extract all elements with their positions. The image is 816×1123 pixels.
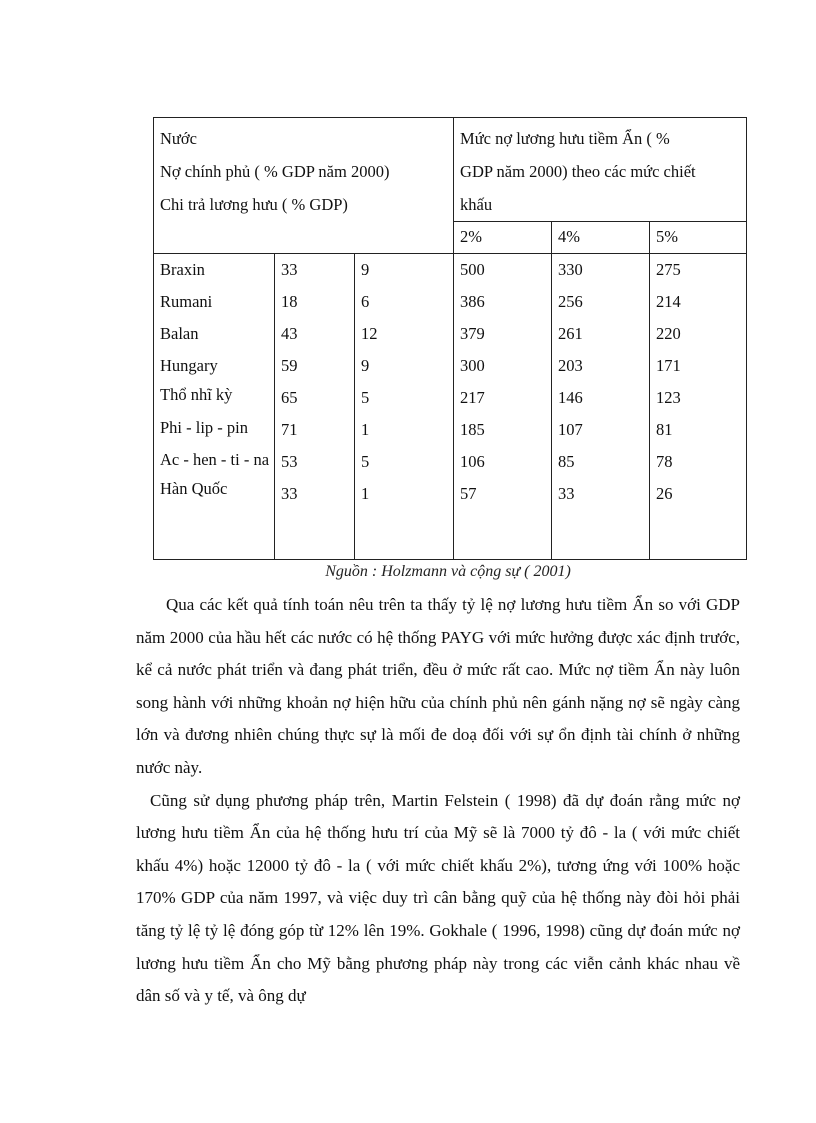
liability-2-value: 185 <box>460 420 485 439</box>
gov-debt-value: 33 <box>281 484 298 503</box>
pension-spending-column <box>355 254 454 560</box>
country-name: Hàn Quốc <box>160 479 228 498</box>
liability-2-value: 217 <box>460 388 485 407</box>
gov-debt-column <box>275 254 355 560</box>
country-name: Thổ nhĩ kỳ <box>160 385 233 404</box>
paragraph-2: Cũng sử dụng phương pháp trên, Martin Felstein ( 1998) đã dự đoán rằng mức nợ lương hưu tiềm Ẩn của hệ thống hưu trí của Mỹ sẽ là 7000 tỷ đô - la ( với mức chiết khấu 4%) hoặc 12000 tỷ đô - la ( với mức chiết khấu 2%), tương ứng với 100% hoặc 170% GDP của năm 1997, và việc duy trì cân bằng quỹ của hệ thống này đòi hỏi phải tăng tỷ lệ tỷ lệ đóng góp từ 12% lên 19%. Gokhale ( 1996, 1998) cũng dự đoán mức nợ lương hưu tiềm Ẩn cho Mỹ bằng phương pháp này trong các viễn cảnh khác nhau về dân số và y tế, và ông dự <box>136 790 740 1006</box>
pension-liability-table <box>153 117 747 560</box>
liability-5-value: 123 <box>656 388 681 407</box>
liability-4-value: 256 <box>558 292 583 311</box>
body-text <box>136 589 740 1013</box>
liability-5-value: 220 <box>656 324 681 343</box>
header-right-cell: Mức nợ lương hưu tiềm Ẩn ( % GDP năm 2000) theo các mức chiết khấu <box>454 118 747 222</box>
liability-2-value: 57 <box>460 484 477 503</box>
pension-spending-value: 12 <box>361 324 378 343</box>
header-country: Nước <box>160 129 197 148</box>
discount-rate-2: 2% <box>454 222 552 254</box>
pension-spending-value: 5 <box>361 452 370 471</box>
liability-4-value: 33 <box>558 484 575 503</box>
gov-debt-value: 65 <box>281 388 298 407</box>
liability-2-column <box>454 254 552 560</box>
country-name: Braxin <box>160 260 205 279</box>
gov-debt-value: 43 <box>281 324 298 343</box>
gov-debt-value: 18 <box>281 292 298 311</box>
header-pension-spending: Chi trả lương hưu ( % GDP) <box>160 195 348 214</box>
gov-debt-value: 53 <box>281 452 298 471</box>
liability-4-value: 107 <box>558 420 583 439</box>
country-column <box>154 254 275 560</box>
liability-4-value: 203 <box>558 356 583 375</box>
liability-5-value: 81 <box>656 420 673 439</box>
liability-4-value: 85 <box>558 452 575 471</box>
gov-debt-value: 33 <box>281 260 298 279</box>
liability-2-value: 106 <box>460 452 485 471</box>
country-name: Hungary <box>160 356 218 375</box>
pension-spending-value: 1 <box>361 484 370 503</box>
liability-4-value: 261 <box>558 324 583 343</box>
liability-5-value: 275 <box>656 260 681 279</box>
paragraph-1: Qua các kết quả tính toán nêu trên ta thấy tỷ lệ nợ lương hưu tiềm Ẩn so với GDP năm 2000 của hầu hết các nước có hệ thống PAYG với mức hưởng được xác định trước, kể cả nước phát triển và đang phát triển, đều ở mức rất cao. Mức nợ tiềm Ẩn này luôn song hành với những khoản nợ hiện hữu của chính phủ nên gánh nặng nợ sẽ ngày càng lớn và đương nhiên chúng thực sự là mối đe doạ đối với sự ổn định tài chính ở những nước này. <box>136 595 740 777</box>
pension-spending-value: 9 <box>361 260 370 279</box>
country-name: Ac - hen - ti - na <box>160 450 270 469</box>
liability-4-value: 146 <box>558 388 583 407</box>
header-gov-debt: Nợ chính phủ ( % GDP năm 2000) <box>160 162 390 181</box>
pension-spending-value: 9 <box>361 356 370 375</box>
country-name: Phi - lip - pin <box>160 418 249 437</box>
pension-spending-value: 6 <box>361 292 370 311</box>
discount-rate-4: 4% <box>552 222 650 254</box>
liability-2-value: 300 <box>460 356 485 375</box>
liability-2-value: 386 <box>460 292 485 311</box>
header-left-cell <box>154 118 454 254</box>
liability-5-value: 26 <box>656 484 673 503</box>
discount-rate-5: 5% <box>650 222 747 254</box>
pension-spending-value: 1 <box>361 420 370 439</box>
liability-2-value: 379 <box>460 324 485 343</box>
liability-2-value: 500 <box>460 260 485 279</box>
gov-debt-value: 59 <box>281 356 298 375</box>
liability-4-value: 330 <box>558 260 583 279</box>
table-source-caption: Nguồn : Holzmann và cộng sự ( 2001) <box>325 563 571 580</box>
liability-5-value: 214 <box>656 292 681 311</box>
country-name: Balan <box>160 324 199 343</box>
pension-spending-value: 5 <box>361 388 370 407</box>
country-name: Rumani <box>160 292 213 311</box>
liability-4-column <box>552 254 650 560</box>
liability-5-column <box>650 254 747 560</box>
gov-debt-value: 71 <box>281 420 298 439</box>
liability-5-value: 78 <box>656 452 673 471</box>
liability-5-value: 171 <box>656 356 681 375</box>
